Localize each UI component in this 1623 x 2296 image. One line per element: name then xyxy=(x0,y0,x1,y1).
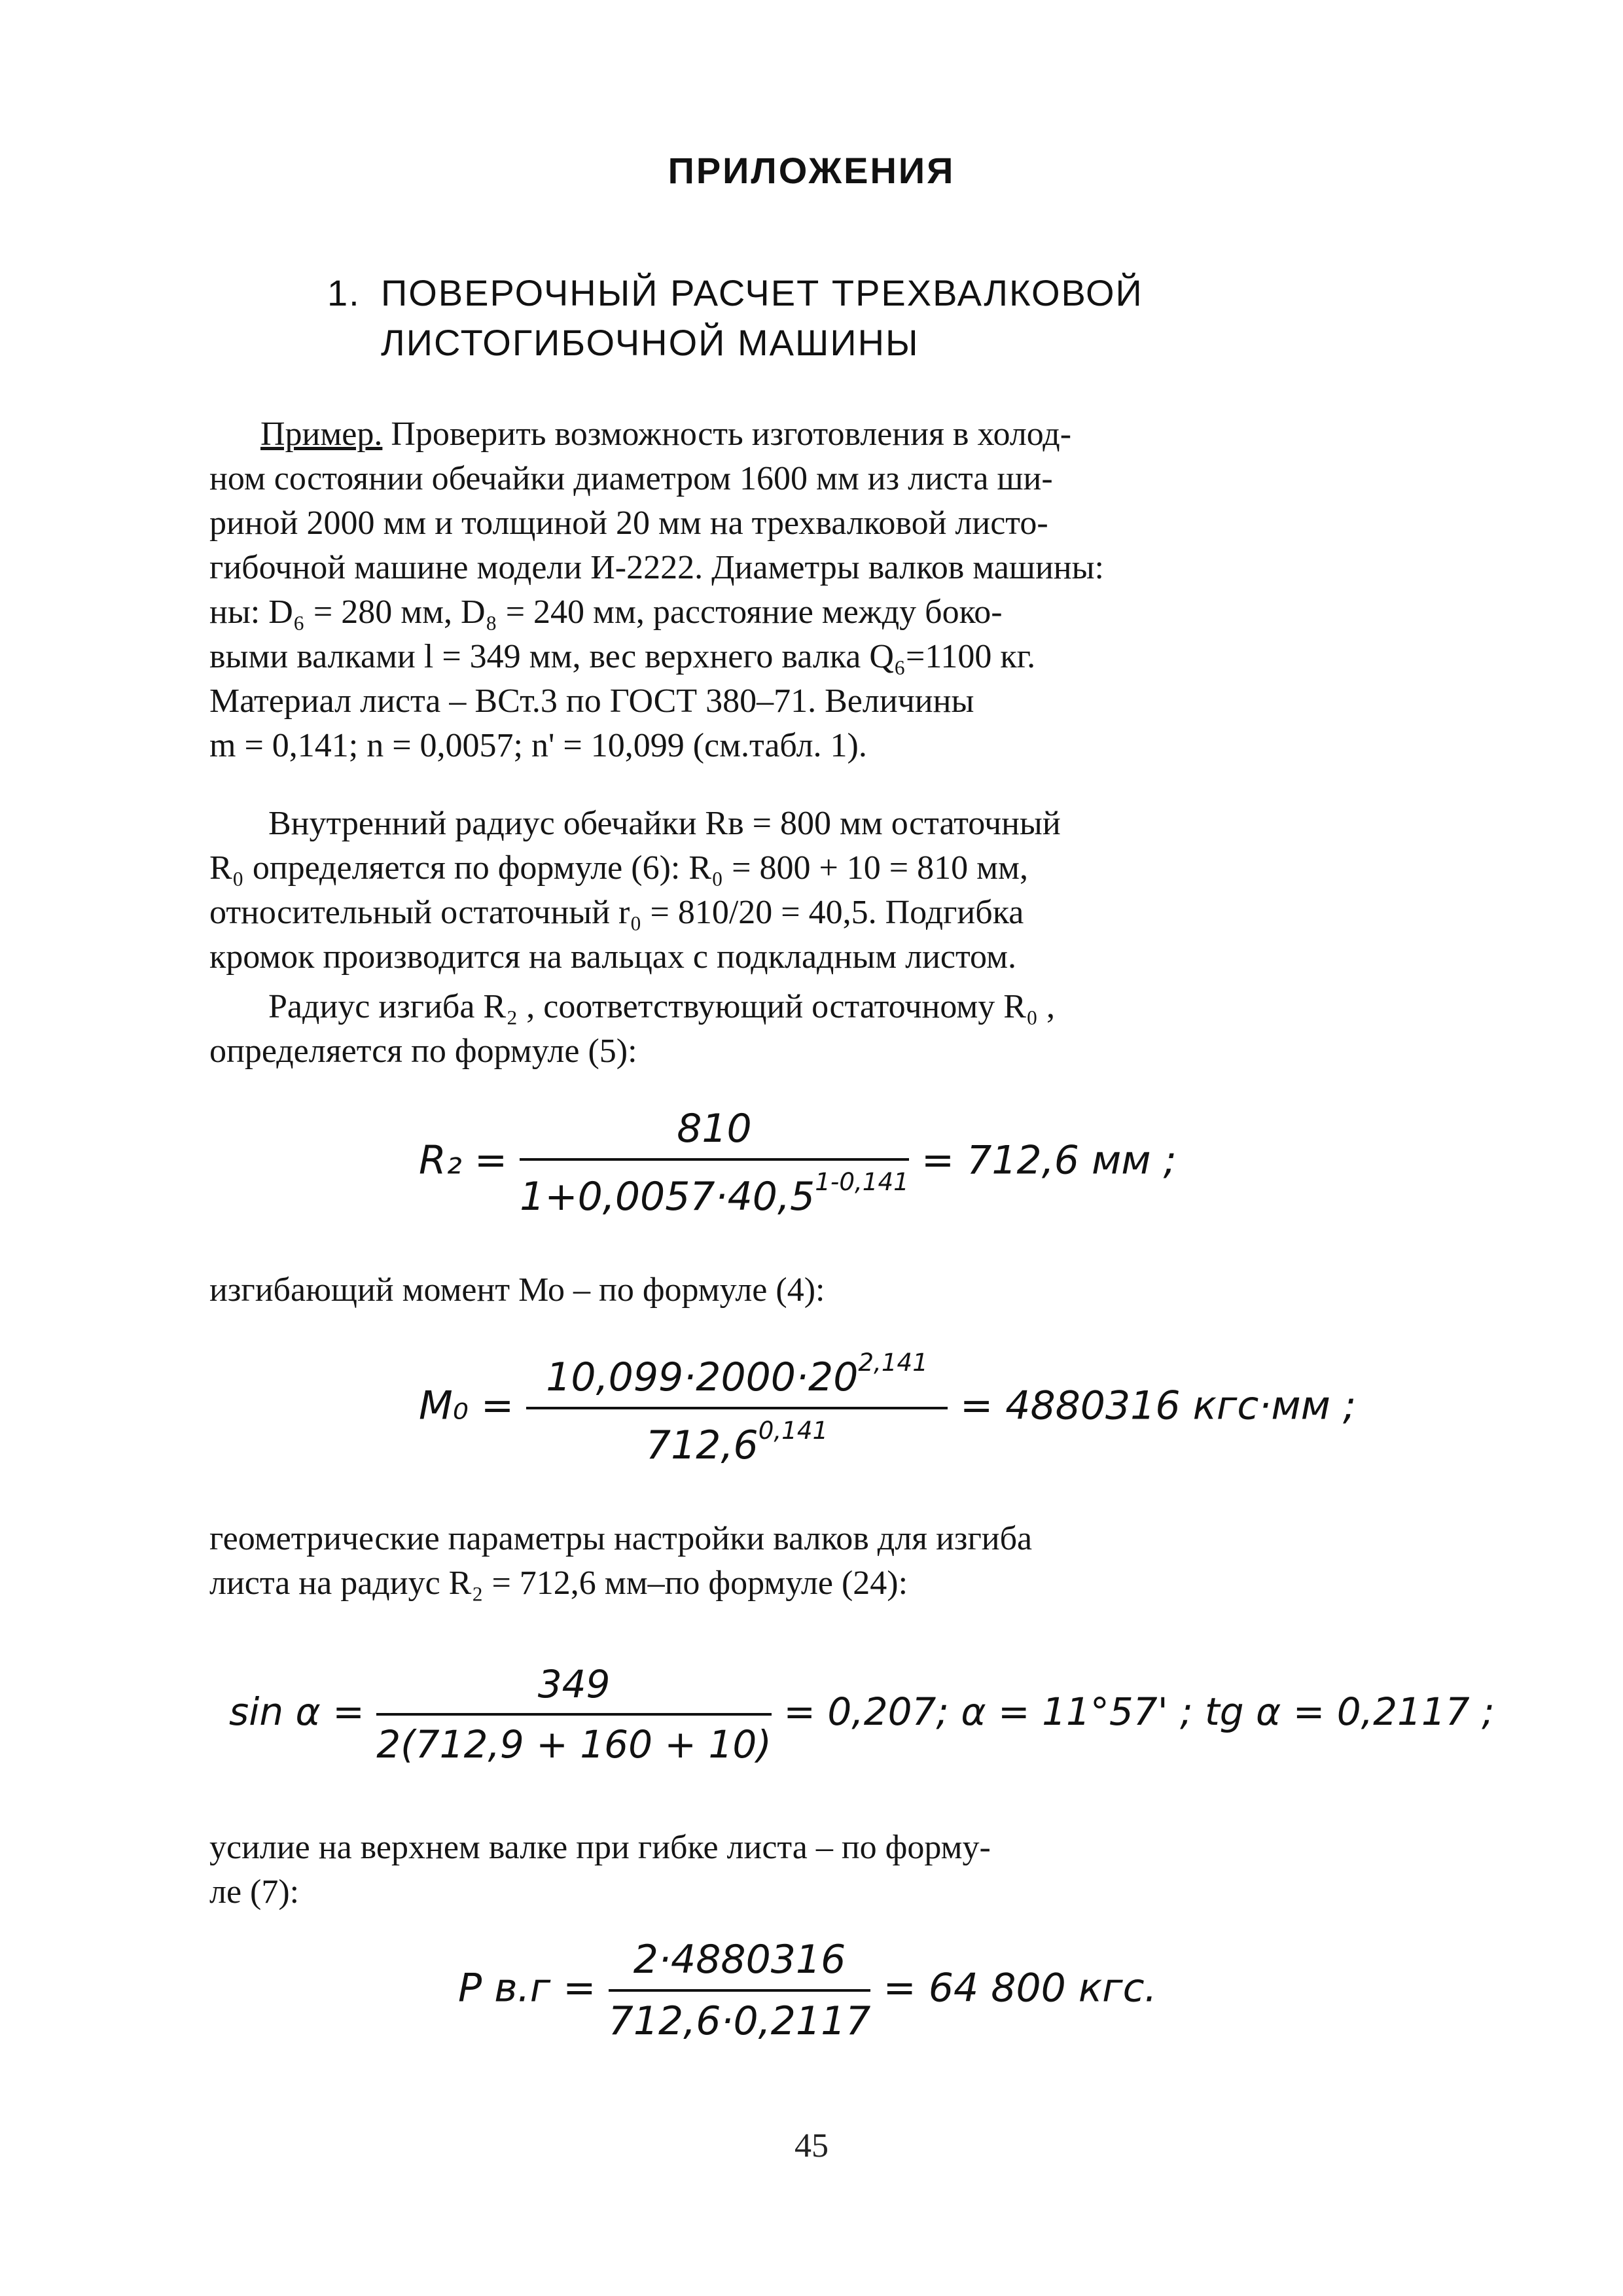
fraction-denominator: $1+0,0057\cdot 40,5^{1-0,141}$ xyxy=(520,1167,909,1220)
force-paragraph xyxy=(209,1826,1420,1915)
fraction-numerator: 810 xyxy=(520,1106,909,1161)
fraction-numerator: 349 xyxy=(376,1662,772,1716)
paragraph-line: ном состоянии обечайки диаметром 1600 мм из листа ши- xyxy=(209,460,1053,497)
fraction-denominator: 712,6·0,2117 xyxy=(608,1998,871,2044)
example-paragraph xyxy=(209,412,1420,768)
formula-lhs: M₀ = xyxy=(419,1383,514,1429)
fraction xyxy=(609,1937,871,2044)
paragraph-line: листа на радиус R₂ = 712,6 мм–по формуле (24): xyxy=(209,1564,908,1602)
paragraph-line: выми валками l = 349 мм, вес верхнего валка Q₆=1100 кг. xyxy=(209,638,1036,675)
fraction xyxy=(520,1106,909,1220)
paragraph-line: гибочной машине модели И-2222. Диаметры валков машины: xyxy=(209,549,1104,586)
section-title-line-2: ЛИСТОГИБОЧНОЙ МАШИНЫ xyxy=(381,322,919,363)
geometry-paragraph xyxy=(209,1517,1420,1606)
fraction-denominator: 2(712,9 + 160 + 10) xyxy=(376,1722,772,1767)
paragraph-line: определяется по формуле (5): xyxy=(209,1033,637,1070)
paragraph-line: Внутренний радиус обечайки Rв = 800 мм остаточный xyxy=(268,805,1061,842)
paragraph-line: m = 0,141; n = 0,0057; n' = 10,099 (см.табл. 1). xyxy=(209,727,867,764)
section-title-line-1: ПОВЕРОЧНЫЙ РАСЧЕТ ТРЕХВАЛКОВОЙ xyxy=(381,272,1143,313)
paragraph-line: Пример. Проверить возможность изготовления в холод- xyxy=(260,415,1072,453)
paragraph-line: Материал листа – ВСт.3 по ГОСТ 380–71. Величины xyxy=(209,682,974,720)
fraction xyxy=(526,1348,948,1468)
paragraph-line: изгибающий момент Мо – по формуле (4): xyxy=(209,1271,825,1309)
fraction-numerator: 2·4880316 xyxy=(609,1937,871,1992)
paragraph-line: усилие на верхнем валке при гибке листа – по форму- xyxy=(209,1829,991,1866)
formula-rhs: = 64 800 кгс. xyxy=(883,1965,1157,2011)
page-number: 45 xyxy=(794,2127,829,2164)
radius-paragraph xyxy=(209,802,1420,980)
paragraph-line: ле (7): xyxy=(209,1873,300,1911)
paragraph-line: кромок производится на вальцах с подкладным листом. xyxy=(209,938,1016,976)
formula-bend-radius xyxy=(419,1106,1177,1220)
moment-text xyxy=(209,1268,1420,1313)
example-label: Пример. xyxy=(260,415,383,453)
paragraph-line: Радиус изгиба R₂ , соответствующий остаточному R₀ , xyxy=(268,988,1056,1025)
formula-lhs: P в.г = xyxy=(458,1965,596,2011)
formula-rhs: = 712,6 мм ; xyxy=(921,1137,1177,1184)
formula-bending-moment xyxy=(419,1348,1356,1468)
formula-lhs: sin α = xyxy=(229,1689,365,1735)
paragraph-line: ны: D₆ = 280 мм, D₈ = 240 мм, расстояние между боко- xyxy=(209,593,1003,631)
paragraph-line: R₀ определяется по формуле (6): R₀ = 800 + 10 = 810 мм, xyxy=(209,849,1028,887)
formula-rhs: = 4880316 кгс·мм ; xyxy=(959,1383,1357,1429)
fraction xyxy=(376,1662,772,1767)
paragraph-line: риной 2000 мм и толщиной 20 мм на трехвалковой листо- xyxy=(209,504,1048,542)
fraction-denominator: 712,6$^{0,141}$ xyxy=(645,1415,829,1468)
section-number: 1. xyxy=(327,272,361,313)
bend-radius-paragraph xyxy=(209,985,1420,1074)
fraction-numerator: $10,099\cdot 2000\cdot 20^{2,141}$ xyxy=(526,1348,948,1409)
formula-sine-alpha xyxy=(229,1662,1495,1767)
paragraph-line: геометрические параметры настройки валков для изгиба xyxy=(209,1520,1033,1557)
paragraph-line: относительный остаточный r₀ = 810/20 = 40,5. Подгибка xyxy=(209,894,1024,931)
appendix-heading: ПРИЛОЖЕНИЯ xyxy=(668,150,955,191)
formula-roll-force xyxy=(458,1937,1157,2044)
formula-lhs: R₂ = xyxy=(419,1137,508,1184)
formula-rhs: = 0,207; α = 11°57' ; tg α = 0,2117 ; xyxy=(783,1689,1495,1735)
